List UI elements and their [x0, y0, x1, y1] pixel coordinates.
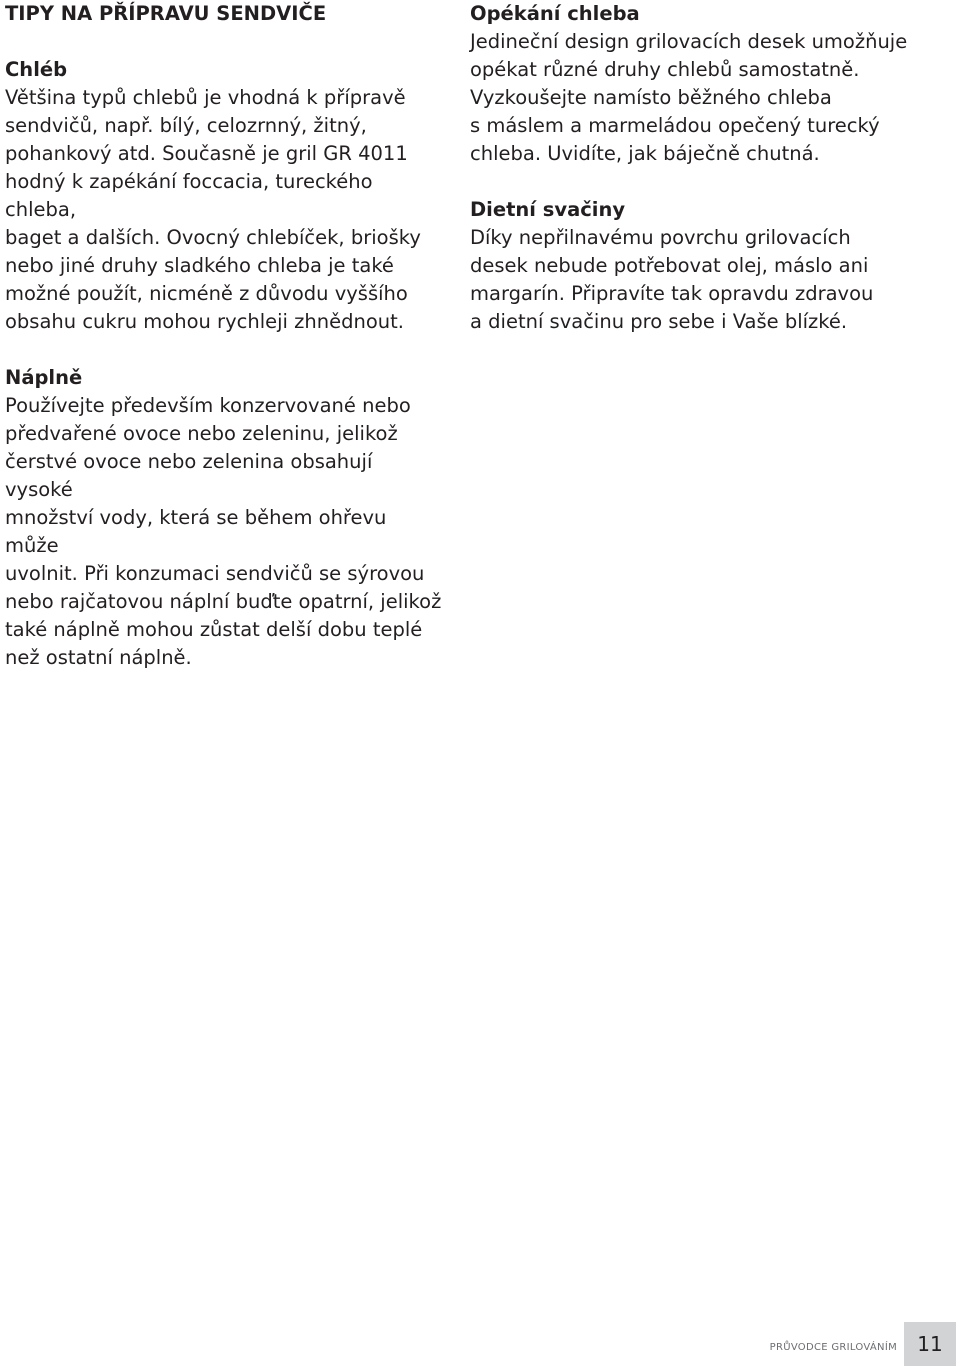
section-heading-bread: Chléb — [5, 58, 68, 81]
section-text-fillings: Používejte především konzervované nebo předvařené ovoce nebo zeleninu, jelikož čerstvé ovoce nebo zelenina obsahují vysoké množství vody, která se během ohřevu může uvolnit. Při konzumaci sendvičů se sýrovou nebo rajčatovou náplní buďte opatrní, jelikož také náplně mohou zůstat delší dobu teplé než ostatní náplně. — [5, 394, 442, 669]
section-fillings — [5, 364, 445, 672]
section-bread — [5, 56, 445, 336]
page-number: 11 — [917, 1332, 943, 1356]
page-title: TIPY NA PŘÍPRAVU SENDVIČE — [5, 2, 327, 25]
page-footer — [770, 1324, 960, 1364]
page-number-box — [904, 1322, 956, 1366]
left-column — [5, 0, 445, 672]
section-diet-snacks — [470, 196, 930, 336]
spacer — [5, 28, 445, 56]
footer-label: PRŮVODCE GRILOVÁNÍM — [769, 1341, 897, 1353]
section-text-diet-snacks: Díky nepřilnavému povrchu grilovacích desek nebude potřebovat olej, máslo ani margarín. Připravíte tak opravdu zdravou a dietní svačinu pro sebe i Vaše blízké. — [470, 226, 874, 333]
section-toasting — [470, 0, 930, 168]
section-heading-fillings: Náplně — [5, 366, 83, 389]
spacer — [5, 336, 445, 364]
right-column — [470, 0, 930, 336]
spacer — [470, 168, 930, 196]
section-heading-diet-snacks: Dietní svačiny — [470, 198, 626, 221]
section-text-toasting: Jedineční design grilovacích desek umožňuje opékat různé druhy chlebů samostatně. Vyzkoušejte namísto běžného chleba s máslem a marmeládou opečený turecký chleba. Uvidíte, jak báječně chutná. — [470, 30, 908, 165]
section-heading-toasting: Opékání chleba — [470, 2, 640, 25]
section-text-bread: Většina typů chlebů je vhodná k přípravě sendvičů, např. bílý, celozrnný, žitný, pohankový atd. Současně je gril GR 4011 hodný k zapékání foccacia, tureckého chleba, baget a dalších. Ovocný chlebíček, briošky nebo jiné druhy sladkého chleba je také možné použít, nicméně z důvodu vyššího obsahu cukru mohou rychleji zhnědnout. — [5, 86, 421, 333]
